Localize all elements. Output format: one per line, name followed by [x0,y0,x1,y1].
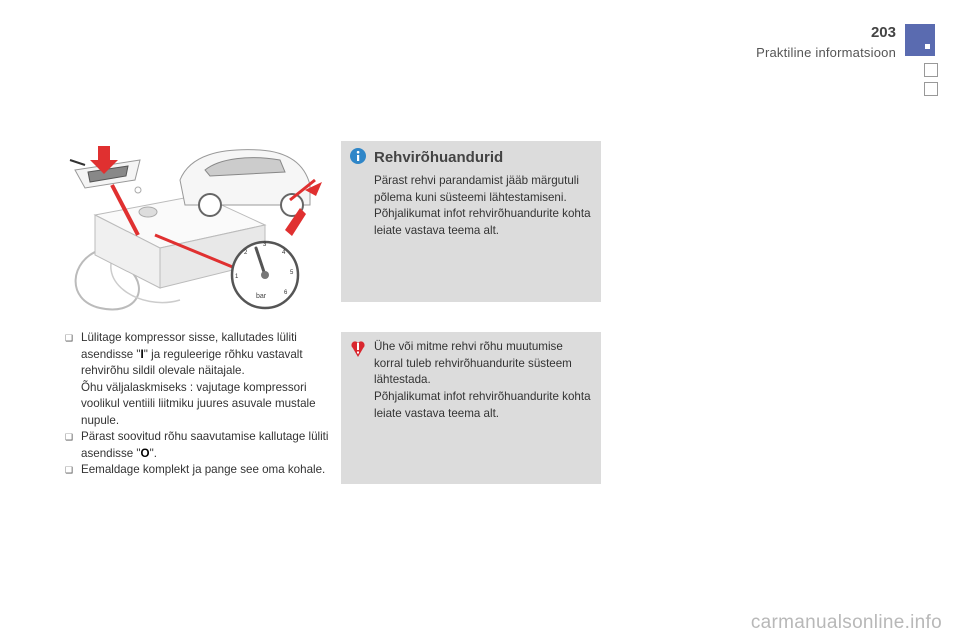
step-item [64,330,334,429]
steps-list [64,330,334,479]
warning-box-text [374,339,594,423]
switch-position: I [140,347,144,361]
nav-tab-1[interactable] [924,63,938,77]
gauge-unit-label: bar [256,293,267,300]
page-number: 203 [870,24,896,41]
step-item [64,462,334,479]
warning-icon [350,340,366,360]
info-box-text [374,173,594,240]
nav-tab-2[interactable] [924,82,938,96]
gauge-tick: 4 [282,250,286,256]
nav-tab-active[interactable] [905,24,935,56]
bullet-icon: ❑ [65,432,74,442]
step-text: ". [149,446,157,460]
info-box [341,141,601,302]
bullet-icon: ❑ [65,465,74,475]
gauge-tick: 3 [263,242,267,248]
step-text: Eemaldage komplekt ja pange see oma kohale. [81,463,326,476]
warning-paragraph: Ühe või mitme rehvi rõhu muutumise korral tuleb rehvirõhuandurite süsteem lähtestada. [374,340,572,387]
gauge-tick: 6 [284,290,288,296]
step-note: Õhu väljalaskmiseks : vajutage kompressori voolikul ventiili liitmiku juures asuvale mustale nupule. [81,380,316,427]
info-icon [350,148,366,164]
step-text: Pärast soovitud rõhu saavutamise kallutage lüliti asendisse " [81,430,329,460]
step-text: Lülitage kompressor sisse, kallutades lüliti asendisse " [81,331,297,361]
bullet-icon: ❑ [65,333,74,343]
section-title: Praktiline informatsioon [756,45,896,60]
info-paragraph: Pärast rehvi parandamist jääb märgutuli põlema kuni süsteemi lähtestamiseni. [374,174,579,204]
gauge-tick: 2 [244,250,248,256]
compressor-illustration [60,140,335,315]
warning-paragraph: Põhjalikumat infot rehvirõhuandurite kohta leiate vastava teema alt. [374,390,591,420]
gauge-tick: 5 [290,270,294,276]
info-box-title: Rehvirõhuandurid [374,149,504,166]
step-text: " ja reguleerige rõhku vastavalt rehvirõhu sildil olevale näitajale. [81,347,303,377]
step-item [64,429,334,462]
nav-dot-icon [925,44,930,49]
watermark: carmanualsonline.info [750,612,942,633]
switch-position: O [140,446,150,460]
illustration [60,140,335,315]
warning-box [341,332,601,484]
info-paragraph: Põhjalikumat infot rehvirõhuandurite kohta leiate vastava teema alt. [374,207,591,238]
gauge-tick: 1 [235,274,239,280]
